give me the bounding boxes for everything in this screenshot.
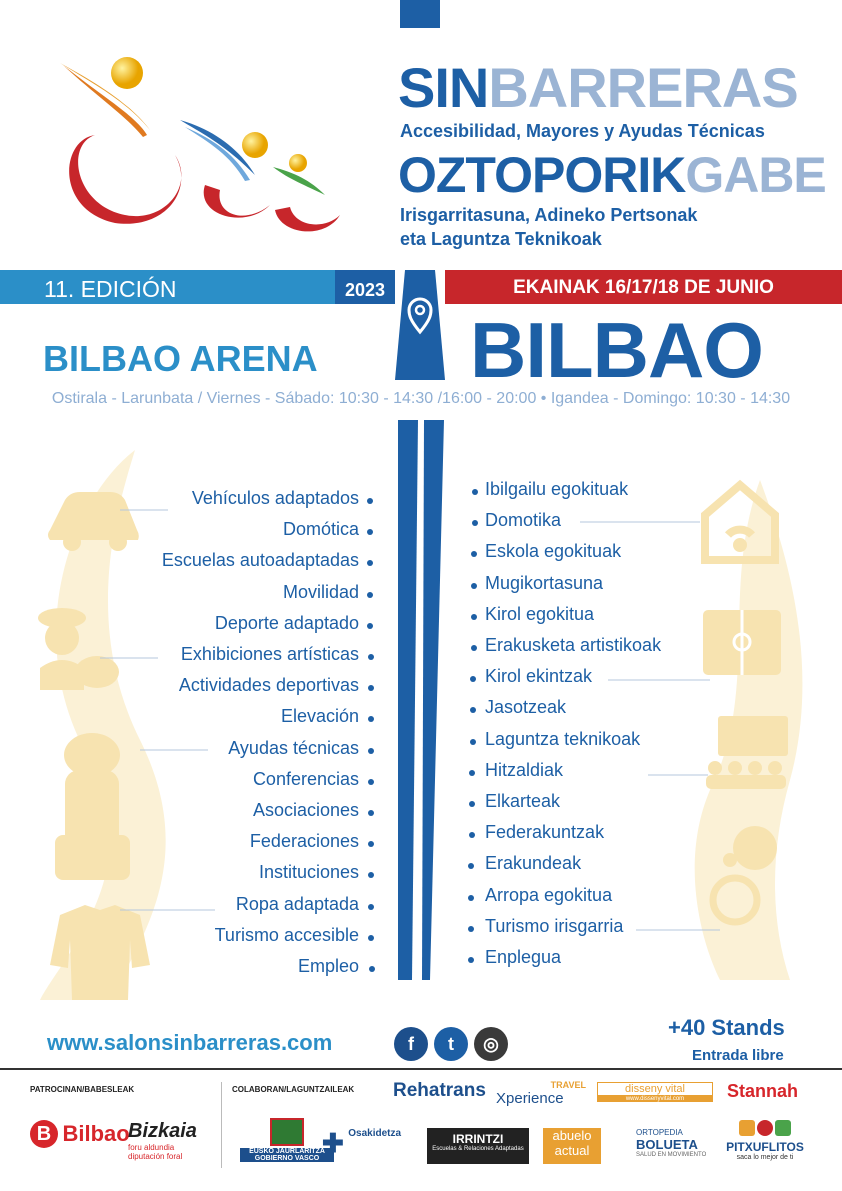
disseny-vital-logo: disseny vital www.dissenyvital.com [597,1082,713,1102]
topic-eu-item: Hitzaldiak [485,759,564,780]
bullet-dot [368,654,374,660]
opening-hours: Ostirala - Larunbata / Viernes - Sábado: 10:30 - 14:30 /16:00 - 20:00 • Igandea - Domingo: 10:30 - 14:30 [51,390,791,407]
title-barreras: BARRERAS [488,56,798,119]
dates-band: EKAINAK 16/17/18 DE JUNIO [445,270,842,304]
edition-label: 11. EDICIÓN [44,276,177,302]
topic-eu-item: Enplegua [485,947,562,967]
center-pillar [395,270,445,380]
topic-eu-item: Mugikortasuna [485,572,604,593]
topic-eu-item: Kirol egokitua [485,603,595,624]
topic-es-item: Exhibiciones artísticas [180,644,359,664]
topic-es-item: Elevación [280,706,359,727]
bullet-dot [468,895,474,901]
bizkaia-logo: Bizkaia foru aldundia diputación foral [128,1120,197,1161]
gobierno-vasco-logo: EUSKO JAURLARITZA GOBIERNO VASCO [240,1118,334,1162]
topic-eu-item: Domotika [485,510,562,531]
topic-es-item: Movilidad [282,581,359,602]
year-label: 2023 [335,270,395,304]
subtitle-es: Accesibilidad, Mayores y Ayudas Técnicas [400,121,765,141]
topic-es-item: Federaciones [249,831,359,852]
facebook-icon[interactable]: f [394,1027,428,1061]
topic-eu-item: Jasotzeak [485,697,567,718]
bolueta-logo: ORTOPEDIA BOLUETA SALUD EN MOVIMIENTO [636,1128,707,1158]
topic-es-item: Empleo [297,956,359,976]
footer-divider [0,1068,842,1070]
rehatrans-logo: Rehatrans [393,1080,486,1101]
topic-es-item: Asociaciones [252,800,359,820]
conference-icon [706,716,788,789]
bullet-dot [469,832,475,838]
bullet-dot [472,520,478,526]
topic-eu-item: Kirol ekintzak [485,666,593,687]
bullet-dot [368,810,374,816]
topic-eu-item: Turismo irisgarria [485,915,624,936]
topic-eu-item: Elkarteak [485,791,561,811]
seat-icon [55,733,130,880]
topic-es-item: Instituciones [258,862,359,883]
topic-divider [360,415,480,985]
topic-es-item: Ropa adaptada [235,893,359,914]
bullet-dot [367,498,373,504]
sports-field-icon [703,610,781,675]
bullet-dot [468,957,474,963]
bullet-dot [369,966,375,972]
sponsor-separator [221,1082,222,1168]
abuelo-actual-logo: abuelo actual [543,1128,601,1164]
irrintzi-logo: IRRINTZI Escuelas & Relaciones Adaptadas [427,1128,529,1164]
topic-es-item: Escuelas autoadaptadas [161,550,359,571]
title-gabe: GABE [685,147,826,203]
venue-arena: BILBAO ARENA [43,338,318,379]
topic-eu-item: Erakusketa artistikoak [485,635,662,655]
topic-es-item: Actividades deportivas [178,675,359,696]
bullet-dot [469,801,475,807]
bullet-dot [368,904,374,910]
topic-eu-item: Erakundeak [485,853,582,874]
bilbao-logo: B Bilbao [30,1120,130,1148]
topic-es-item: Vehículos adaptados [191,488,359,508]
title-sin: SIN [398,56,489,119]
topic-es-item: Turismo accesible [214,924,359,945]
website-link[interactable]: www.salonsinbarreras.com [47,1030,333,1055]
topic-eu-item: Eskola egokituak [485,541,622,562]
travel-xperience-logo: TRAVEL Xperience [496,1080,586,1107]
collaborators-label: COLABORAN/LAGUNTZAILEAK [232,1085,355,1094]
subtitle-eu-1: Irisgarritasuna, Adineko Pertsonak [400,205,698,225]
topic-es-item: Conferencias [252,768,359,789]
bullet-dot [368,748,374,754]
bullet-dot [472,489,478,495]
pitxuflitos-logo: PITXUFLITOS saca lo mejor de ti [720,1120,810,1161]
event-logo [55,55,355,245]
osakidetza-logo: ✚ $^{Osakidetza}$ [322,1128,402,1158]
subtitle-eu-2: eta Laguntza Teknikoak [400,229,602,249]
bullet-dot [468,926,474,932]
bullet-dot [471,583,477,589]
bullet-dot [470,739,476,745]
bullet-dot [368,685,374,691]
sponsors-label: PATROCINAN/BABESLEAK [30,1085,135,1094]
venue-city: BILBAO [470,306,763,394]
bullet-dot [471,614,477,620]
title-sinbarreras [398,56,798,119]
title-oztoporik: OZTOPORIK [398,147,686,203]
instagram-icon[interactable]: ◎ [474,1027,508,1061]
title-oztoporikgabe [398,147,826,203]
bullet-dot [367,592,373,598]
entry-label: Entrada libre [692,1047,784,1064]
top-accent-square [400,0,440,28]
stannah-logo: Stannah [727,1081,799,1101]
topic-es-item: Ayudas técnicas [228,737,359,758]
topic-es-item: Domótica [282,519,359,540]
topic-eu-item: Arropa egokitua [485,884,613,905]
topic-eu-item: Federakuntzak [485,822,605,843]
topic-eu-item: Laguntza teknikoak [485,728,641,749]
bullet-dot [471,645,477,651]
topic-es-item: Deporte adaptado [214,612,359,633]
bullet-dot [368,779,374,785]
twitter-icon[interactable]: t [434,1027,468,1061]
stands-count: +40 Stands [668,1015,785,1040]
topic-eu-item: Ibilgailu egokituak [485,479,629,499]
